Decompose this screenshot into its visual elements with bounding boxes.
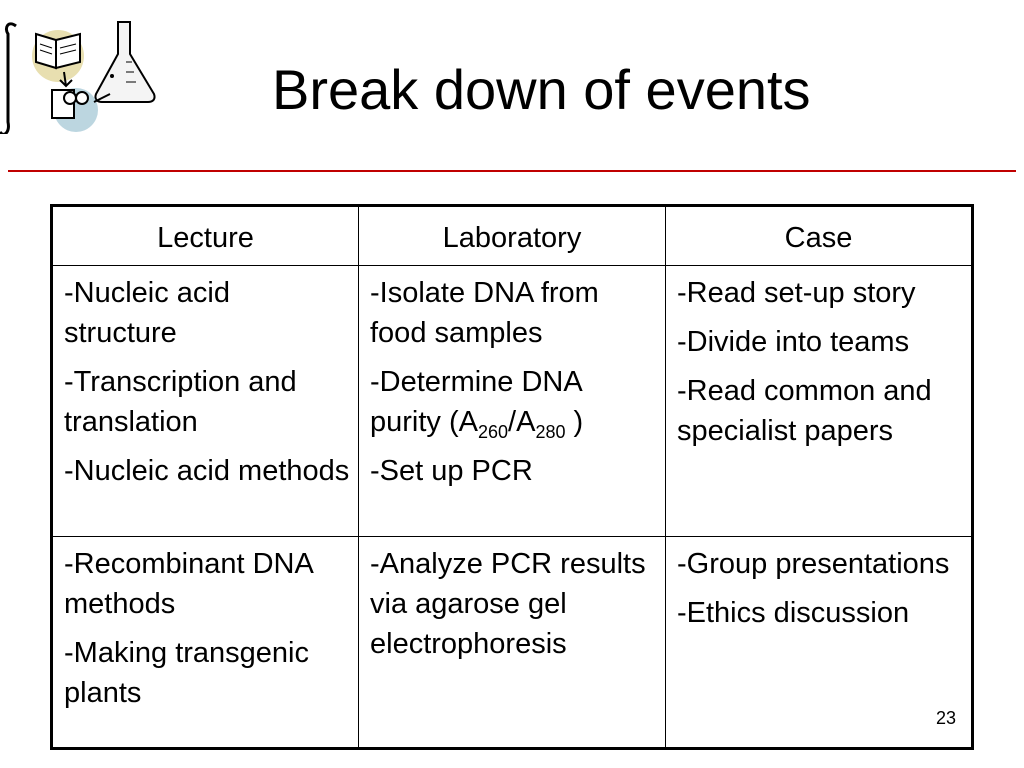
list-item: -Recombinant DNA methods	[64, 548, 313, 620]
table-cell	[666, 266, 973, 537]
list-item: -Set up PCR	[370, 455, 533, 487]
list-item: -Analyze PCR results via agarose gel electrophoresis	[370, 548, 646, 660]
list-item: -Making transgenic plants	[64, 637, 309, 709]
list-item: -Ethics discussion	[677, 597, 910, 629]
list-item: -Nucleic acid structure	[64, 277, 230, 349]
integral-icon	[0, 24, 16, 134]
course-logo	[0, 14, 170, 134]
list-item: -Read set-up story	[677, 277, 916, 309]
table-cell	[359, 266, 666, 537]
list-item: -Read common and specialist papers	[677, 375, 932, 447]
header-lecture: Lecture	[52, 206, 359, 266]
events-table	[50, 204, 974, 750]
flask-icon	[95, 22, 154, 102]
header-row	[52, 206, 973, 266]
title-divider	[8, 170, 1016, 172]
list-item: -Divide into teams	[677, 326, 910, 358]
table-cell	[52, 266, 359, 537]
slide-title: Break down of events	[272, 58, 811, 121]
list-item: -Transcription and translation	[64, 366, 297, 438]
table-cell	[359, 537, 666, 749]
header-laboratory: Laboratory	[359, 206, 666, 266]
page-number: 23	[936, 708, 957, 728]
table-cell	[52, 537, 359, 749]
list-item: -Group presentations	[677, 548, 950, 580]
list-item: -Isolate DNA from food samples	[370, 277, 599, 349]
table-row	[52, 537, 973, 749]
table-row	[52, 266, 973, 537]
list-item: -Nucleic acid methods	[64, 455, 350, 487]
table-cell	[666, 537, 973, 749]
open-book-icon	[32, 30, 84, 82]
header-case: Case	[666, 206, 973, 266]
list-item-purity: -Determine DNA purity ($A_{260}/A_{280}$ )	[370, 366, 584, 442]
